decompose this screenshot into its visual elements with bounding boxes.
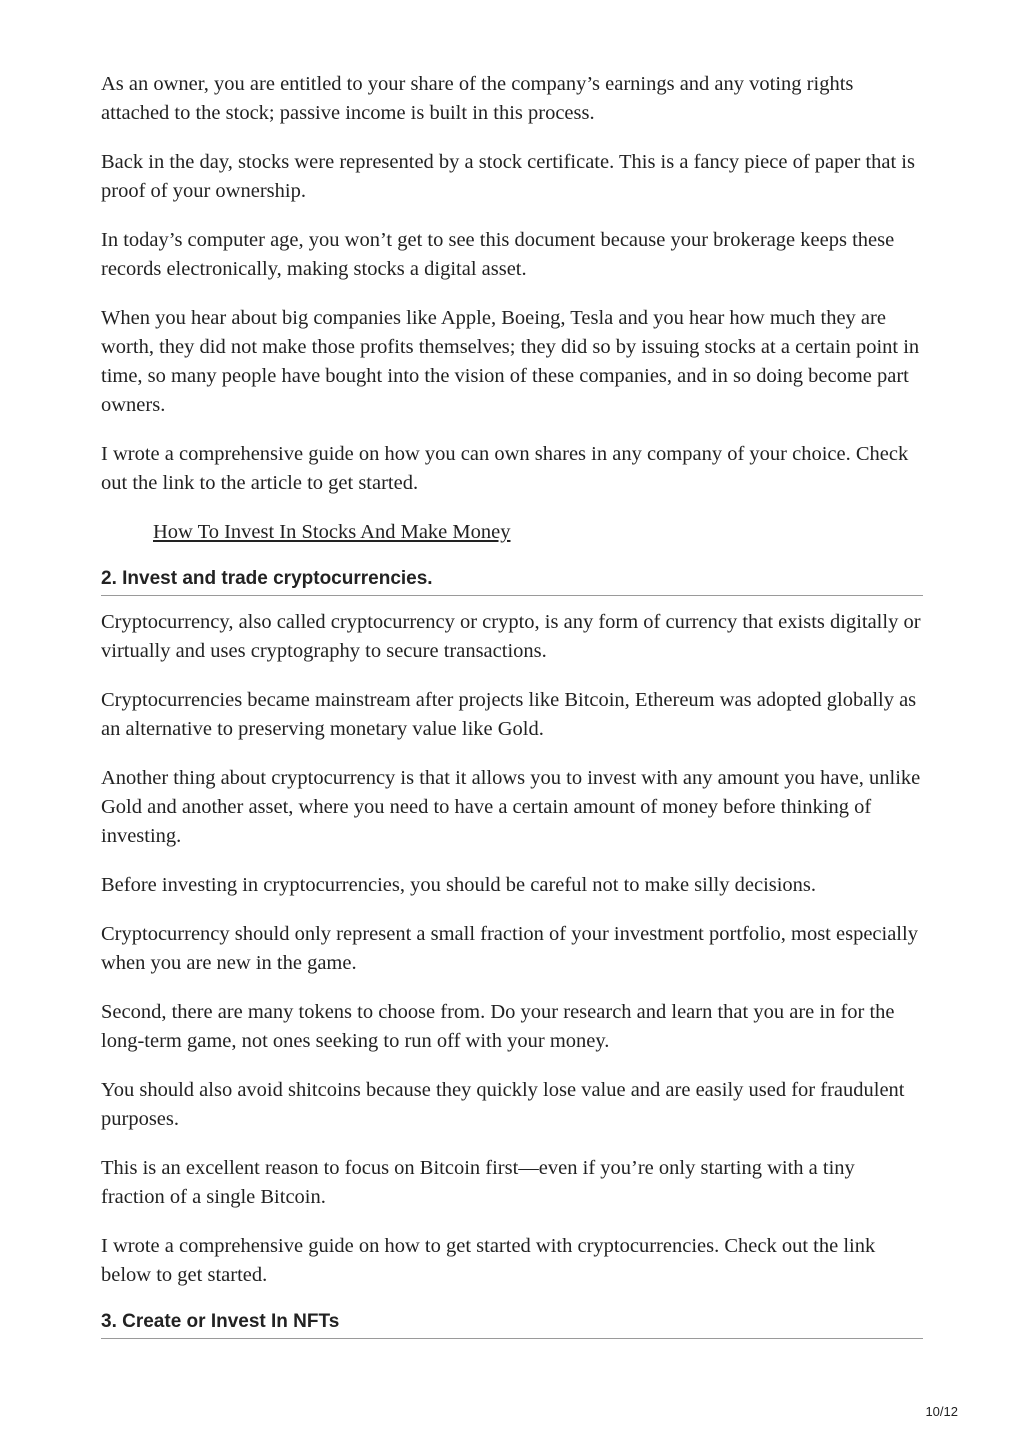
paragraph-crypto-portfolio: Cryptocurrency should only represent a small fraction of your investment portfolio, most especially when you are new in the game. bbox=[101, 923, 918, 974]
paragraph-crypto-bitcoin-first: This is an excellent reason to focus on Bitcoin first—even if you’re only starting with a tiny fraction of a single Bitcoin. bbox=[101, 1157, 855, 1208]
page-number: 10/12 bbox=[925, 1404, 958, 1419]
paragraph-crypto-tokens: Second, there are many tokens to choose from. Do your research and learn that you are in for the long-term game, not ones seeking to run off with your money. bbox=[101, 1001, 895, 1052]
paragraph-owner-rights: As an owner, you are entitled to your share of the company’s earnings and any voting rights attached to the stock; passive income is built in this process. bbox=[101, 73, 854, 124]
paragraph-stocks-guide: I wrote a comprehensive guide on how you can own shares in any company of your choice. Check out the link to the article to get started. bbox=[101, 443, 909, 494]
document-page bbox=[101, 70, 923, 1351]
paragraph-crypto-definition: Cryptocurrency, also called cryptocurrency or crypto, is any form of currency that exists digitally or virtually and uses cryptography to secure transactions. bbox=[101, 611, 921, 662]
paragraph-digital-asset: In today’s computer age, you won’t get to see this document because your brokerage keeps these records electronically, making stocks a digital asset. bbox=[101, 229, 895, 280]
paragraph-crypto-careful: Before investing in cryptocurrencies, you should be careful not to make silly decisions. bbox=[101, 874, 817, 896]
paragraph-stock-certificate: Back in the day, stocks were represented by a stock certificate. This is a fancy piece of paper that is proof of your ownership. bbox=[101, 151, 915, 202]
paragraph-crypto-shitcoins: You should also avoid shitcoins because they quickly lose value and are easily used for fraudulent purposes. bbox=[101, 1079, 905, 1130]
paragraph-crypto-any-amount: Another thing about cryptocurrency is that it allows you to invest with any amount you have, unlike Gold and another asset, where you need to have a certain amount of money before thinking of investing. bbox=[101, 767, 921, 847]
paragraph-big-companies: When you hear about big companies like Apple, Boeing, Tesla and you hear how much they are worth, they did not make those profits themselves; they did so by issuing stocks at a certain point in time, so many people have bought into the vision of these companies, and in so doing become part owners. bbox=[101, 307, 920, 416]
stocks-guide-link[interactable]: How To Invest In Stocks And Make Money bbox=[153, 521, 511, 543]
section-heading-nfts: 3. Create or Invest In NFTs bbox=[101, 1310, 923, 1339]
paragraph-crypto-guide: I wrote a comprehensive guide on how to get started with cryptocurrencies. Check out the link below to get started. bbox=[101, 1235, 876, 1286]
stocks-guide-link-container bbox=[153, 518, 923, 547]
paragraph-crypto-mainstream: Cryptocurrencies became mainstream after projects like Bitcoin, Ethereum was adopted globally as an alternative to preserving monetary value like Gold. bbox=[101, 689, 917, 740]
section-heading-crypto: 2. Invest and trade cryptocurrencies. bbox=[101, 567, 923, 596]
